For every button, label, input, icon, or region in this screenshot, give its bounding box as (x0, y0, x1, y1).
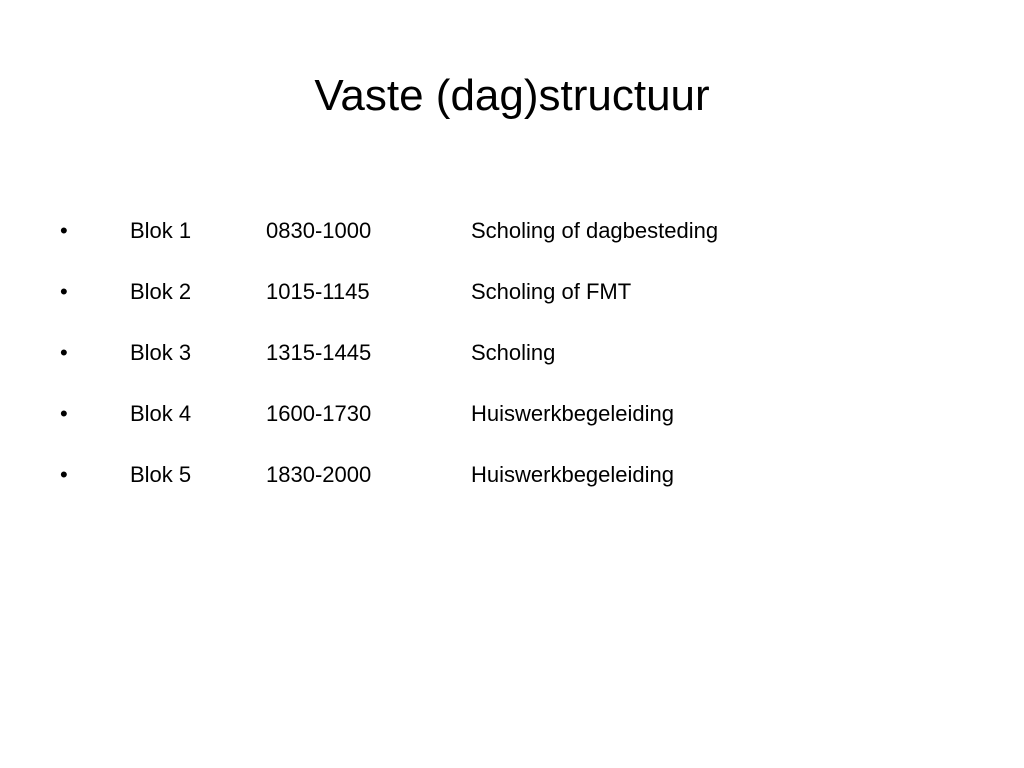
schedule-row (0, 213, 1024, 274)
bullet-icon: • (60, 462, 68, 487)
activity-label: Huiswerkbegeleiding (471, 401, 675, 426)
schedule-row (0, 274, 1024, 335)
time-range: 0830-1000 (266, 218, 372, 243)
block-label: Blok 2 (130, 279, 192, 304)
bullet-icon: • (60, 279, 68, 304)
slide-title: Vaste (dag)structuur (314, 71, 710, 120)
schedule-row (0, 335, 1024, 396)
time-range: 1315-1445 (266, 340, 372, 365)
bullet-icon: • (60, 340, 68, 365)
activity-label: Scholing (471, 340, 556, 365)
time-range: 1015-1145 (266, 279, 370, 304)
schedule-row (0, 457, 1024, 518)
bullet-icon: • (60, 401, 68, 426)
time-range: 1600-1730 (266, 401, 372, 426)
block-label: Blok 3 (130, 340, 192, 365)
activity-label: Scholing of FMT (471, 279, 632, 304)
activity-label: Scholing of dagbesteding (471, 218, 719, 243)
block-label: Blok 1 (130, 218, 192, 243)
schedule-list (0, 213, 1024, 518)
activity-label: Huiswerkbegeleiding (471, 462, 675, 487)
schedule-row (0, 396, 1024, 457)
time-range: 1830-2000 (266, 462, 372, 487)
block-label: Blok 5 (130, 462, 192, 487)
block-label: Blok 4 (130, 401, 192, 426)
bullet-icon: • (60, 218, 68, 243)
